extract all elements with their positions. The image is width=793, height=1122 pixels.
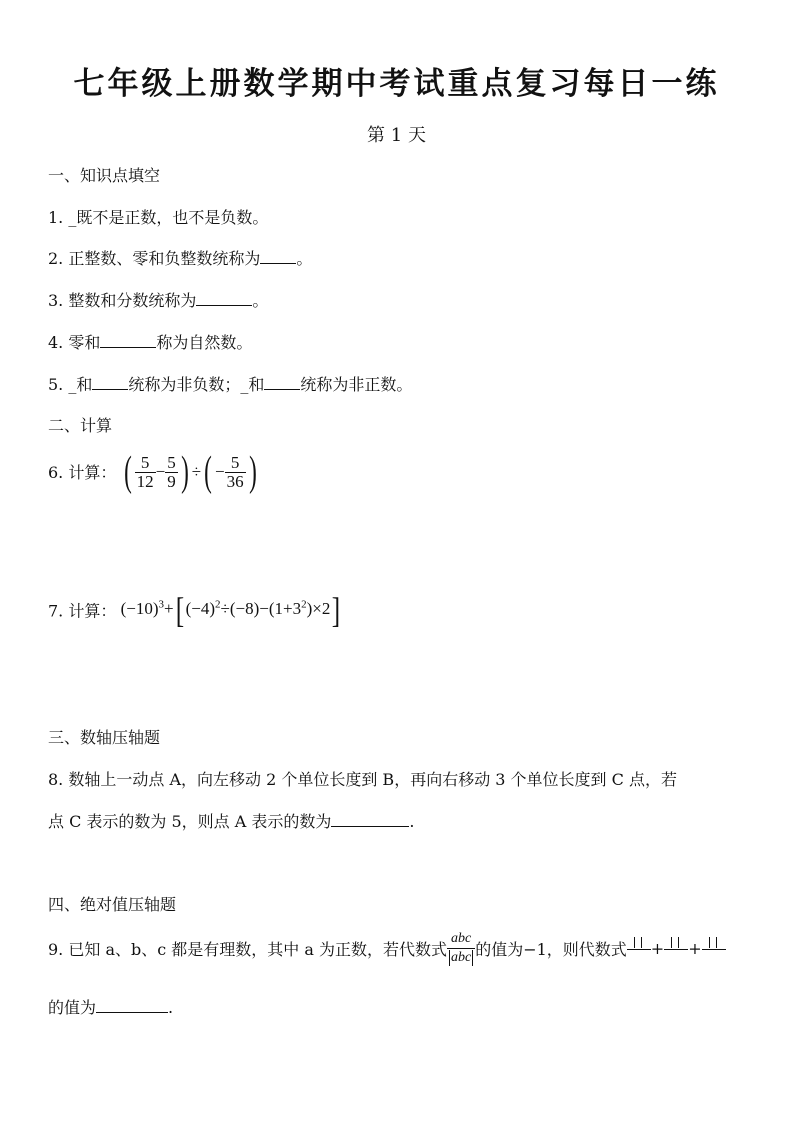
fraction	[664, 937, 688, 960]
question-9-line2: 的值为 .	[48, 998, 174, 1017]
fraction: $\frac{5}{12}$	[136, 452, 154, 491]
question-8-line1: 8. 数轴上一动点 A，向左移动 2 个单位长度到 B，再向右移动 3 个单位长度到 C 点，若	[48, 770, 677, 789]
expression-6: ( $\frac{5}{12}$ − $\frac{5}{9}$ ) ÷( − $\frac{5}{36}$ )	[123, 449, 257, 495]
day-label: 第 1 天	[367, 125, 426, 146]
question-4: 4. 零和 称为自然数。	[48, 333, 253, 352]
section-number-line: 三、数轴压轴题	[48, 728, 161, 747]
question-9-line1: 9. 已知 a、b、c 都是有理数，其中 a 为正数，若代数式 $\frac{\text{abc}}{\text{abc}}$ 的值为−1，则代数式 + +	[48, 930, 726, 967]
section-calculation: 二、计算	[48, 416, 113, 435]
question-8-line2: 点 C 表示的数为 5，则点 A 表示的数为 .	[48, 812, 415, 831]
question-7: 7. 计算： $(-10)^3+$[ $(-4)^2\div(-8)-(1+3^2)\times 2$]	[48, 590, 341, 630]
question-2: 2. 正整数、零和负整数统称为 。	[48, 249, 313, 268]
section-fill-blanks: 一、知识点填空	[48, 166, 161, 185]
answer-blank[interactable]	[260, 249, 296, 264]
fraction: $\frac{5}{36}$	[226, 452, 244, 491]
answer-blank[interactable]	[100, 333, 156, 348]
fraction	[702, 937, 726, 960]
question-1: 1. _既不是正数，也不是负数。	[48, 208, 269, 227]
answer-blank[interactable]	[331, 812, 409, 827]
answer-blank[interactable]	[264, 375, 300, 390]
answer-blank[interactable]	[96, 998, 168, 1013]
question-6: 6. 计算： ( $\frac{5}{12}$ − $\frac{5}{9}$ ) ÷( − $\frac{5}{36}$ )	[48, 452, 260, 492]
page-title: 七年级上册数学期中考试重点复习每日一练	[73, 66, 720, 102]
fraction	[627, 937, 651, 960]
answer-blank[interactable]	[196, 291, 252, 306]
question-3: 3. 整数和分数统称为 。	[48, 291, 269, 310]
question-5: 5. _和 统称为非负数；_和 统称为非正数。	[48, 375, 413, 394]
fraction: $\frac{5}{9}$	[167, 452, 176, 491]
expression-7: $(-10)^3+$[ $(-4)^2\div(-8)-(1+3^2)\times 2$]	[120, 590, 341, 630]
section-absolute-value: 四、绝对值压轴题	[48, 895, 177, 914]
answer-blank[interactable]	[92, 375, 128, 390]
fraction: $\frac{\text{abc}}{\text{abc}}$	[447, 930, 475, 967]
